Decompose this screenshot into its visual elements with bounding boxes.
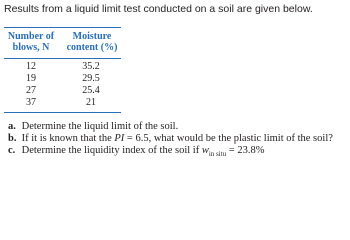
table-cell-blows: 37 [26, 97, 36, 108]
intro-text: Results from a liquid limit test conducted on a soil are given below. [4, 3, 313, 15]
table-cell-moisture: 25.4 [82, 85, 100, 96]
table-header-rule [4, 58, 121, 59]
question-a [8, 121, 178, 132]
question-c-label: c. [8, 145, 16, 156]
question-c-text-before: Determine the liquidity index of the soil if [21, 145, 202, 156]
col-header-blows-line1: Number of [7, 31, 55, 42]
question-c-w-subscript: in situ [208, 150, 227, 158]
question-c-text-after: = 23.8% [226, 145, 265, 156]
table-cell-moisture: 35.2 [82, 61, 100, 72]
question-c-w: w [201, 145, 209, 156]
table-bottom-rule [4, 112, 121, 113]
question-b-pi: PI [114, 133, 125, 144]
question-a-text: Determine the liquid limit of the soil. [21, 121, 179, 132]
col-header-moisture-line1: Moisture [72, 31, 112, 42]
question-b-label: b. [8, 133, 17, 144]
table-cell-moisture: 29.5 [82, 73, 100, 84]
question-b-text-before: If it is known that the [21, 133, 115, 144]
col-header-blows-line2: blows, N [12, 42, 50, 53]
table-cell-blows: 19 [26, 73, 36, 84]
question-b [8, 133, 333, 144]
table-top-rule [4, 27, 121, 28]
question-b-text-after: = 6.5, what would be the plastic limit of the soil? [124, 133, 333, 144]
question-c [8, 145, 264, 156]
col-header-moisture [63, 31, 121, 53]
col-header-moisture-line2: content (%) [66, 42, 118, 53]
question-a-label: a. [8, 121, 16, 132]
table-cell-blows: 27 [26, 85, 36, 96]
table-cell-blows: 12 [26, 61, 36, 72]
table-cell-moisture: 21 [86, 97, 96, 108]
col-header-blows [6, 31, 56, 53]
